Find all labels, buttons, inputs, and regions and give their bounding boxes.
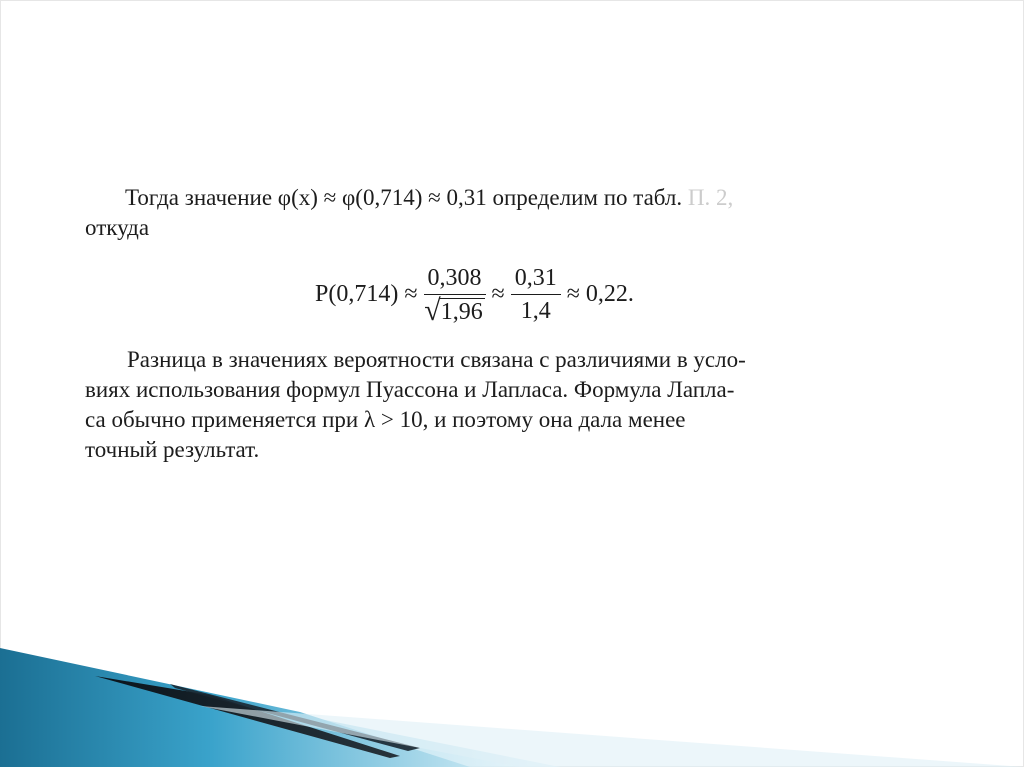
- fraction-1-numerator: 0,308: [424, 264, 486, 295]
- sqrt-icon: √: [424, 293, 441, 327]
- paragraph-1: [85, 183, 901, 243]
- faded-table-reference: П. 2,: [687, 185, 734, 210]
- paragraph-1-line-1: Тогда значение φ(x) ≈ φ(0,714) ≈ 0,31 определим по табл.: [125, 185, 683, 210]
- fraction-1: [424, 264, 486, 325]
- formula-lhs: P(0,714) ≈: [315, 280, 418, 307]
- paragraph-2-line-2: виях использования формул Пуассона и Лапласа. Формула Лапла-: [85, 377, 735, 402]
- probability-formula: [315, 259, 634, 329]
- fraction-2: [511, 264, 561, 325]
- fraction-1-denominator: [424, 295, 484, 325]
- approx-sign: ≈: [491, 280, 505, 307]
- paragraph-2-line-4: точный результат.: [85, 437, 260, 462]
- paragraph-1-line-2: откуда: [85, 215, 150, 240]
- paragraph-2-line-1: Разница в значениях вероятности связана с различиями в усло-: [127, 347, 746, 372]
- fraction-2-denominator: 1,4: [520, 297, 551, 324]
- scanned-text-block: [85, 169, 935, 489]
- formula-rhs: ≈ 0,22.: [566, 280, 634, 307]
- fraction-2-numerator: 0,31: [511, 264, 561, 295]
- paragraph-2: [85, 345, 935, 465]
- paragraph-2-line-3: са обычно применяется при λ > 10, и поэтому она дала менее: [85, 407, 686, 432]
- sqrt-radicand: 1,96: [440, 298, 483, 325]
